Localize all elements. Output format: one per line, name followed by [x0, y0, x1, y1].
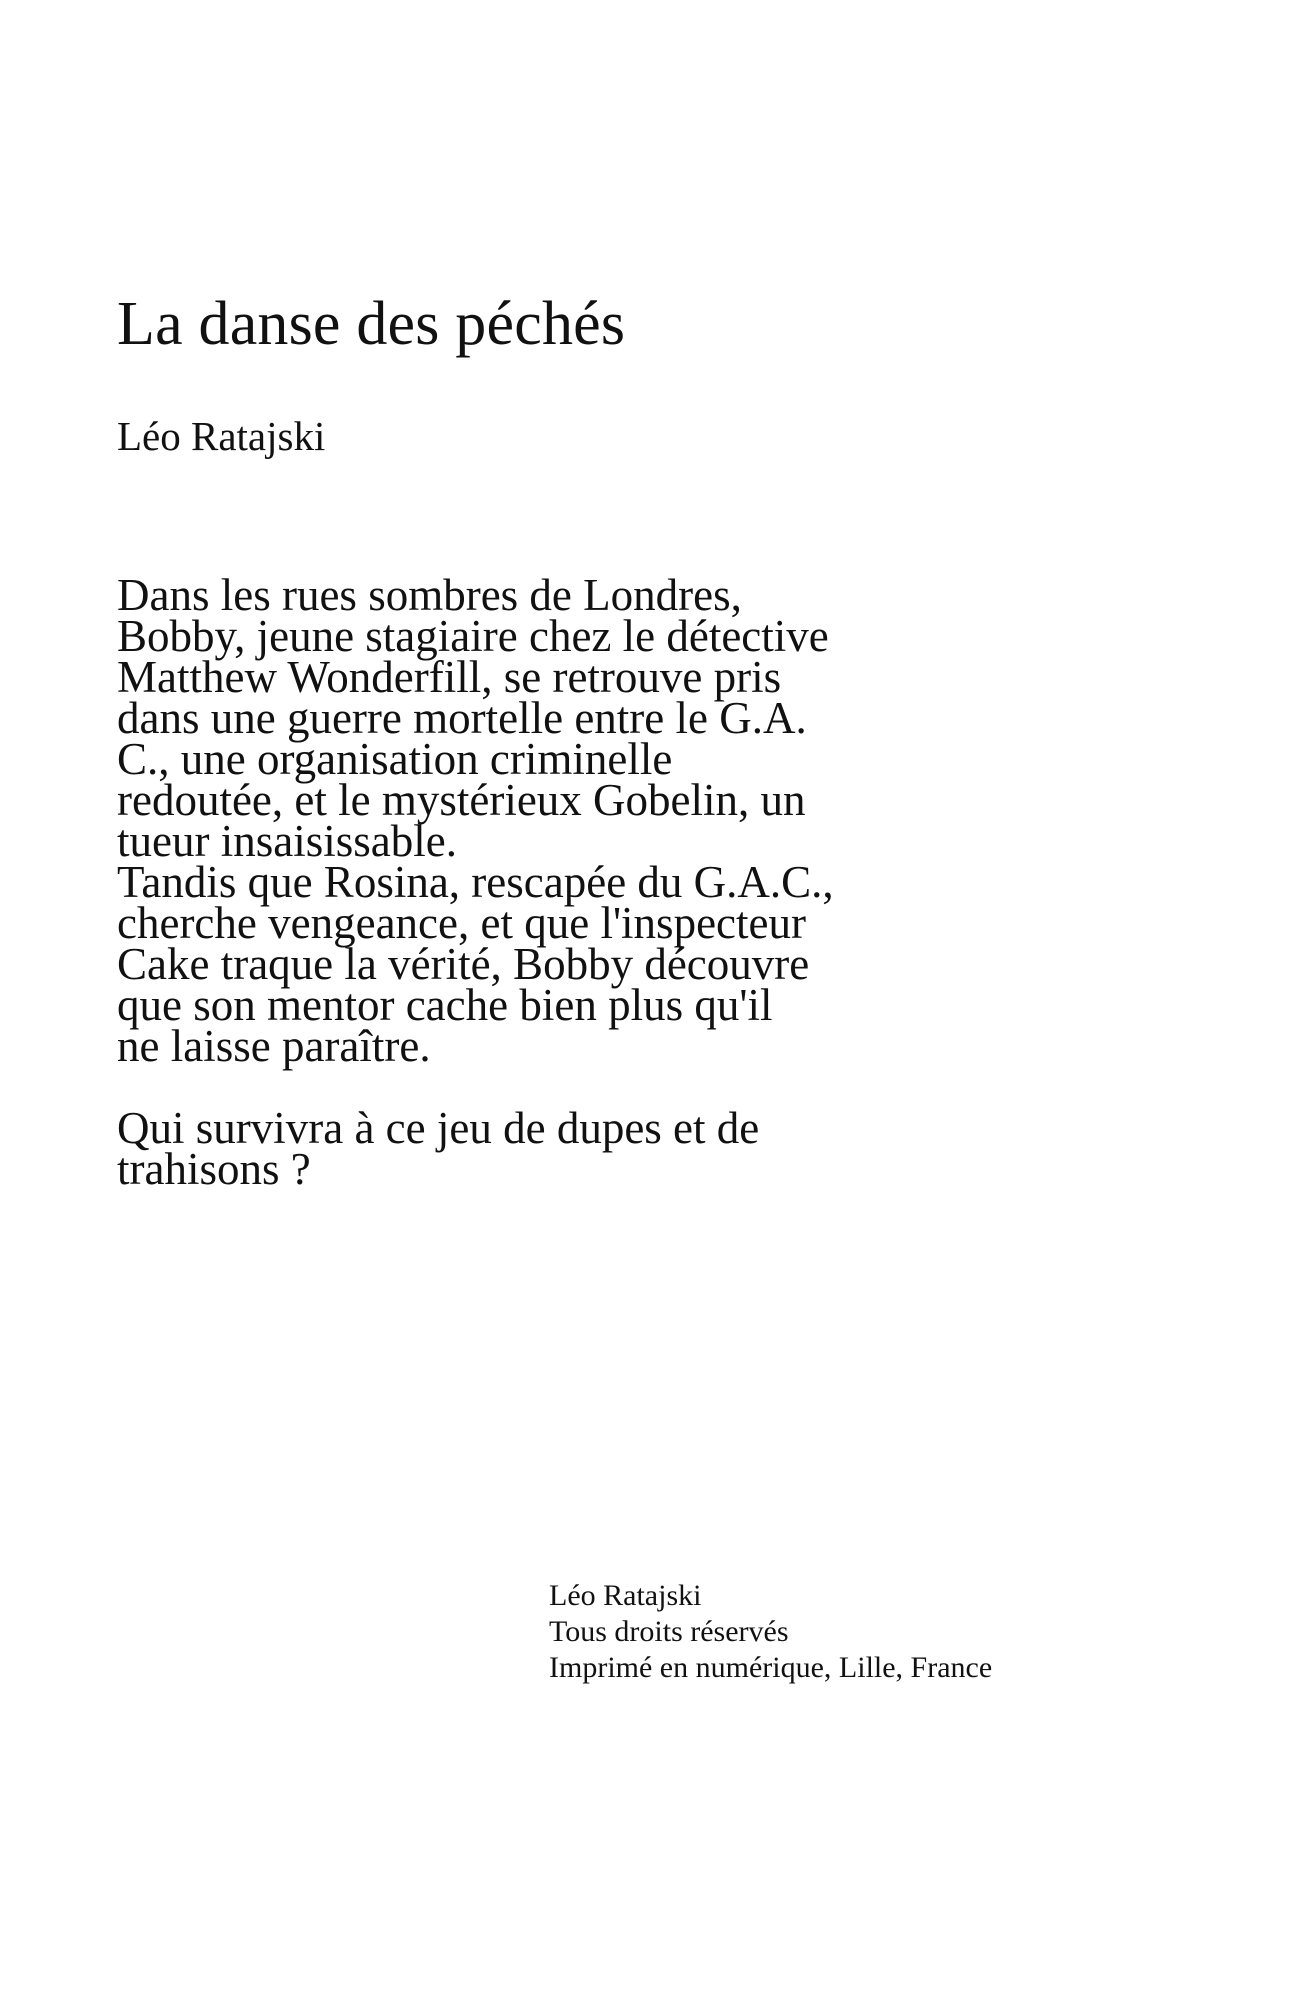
imprint-author: Léo Ratajski [549, 1579, 702, 1612]
book-author: Léo Ratajski [117, 413, 326, 459]
imprint-block [549, 1578, 992, 1686]
back-cover-blurb [117, 570, 957, 1194]
blurb-paragraph-2: Tandis que Rosina, rescapée du G.A.C., cherche vengeance, et que l'inspecteur Cake traque la vérité, Bobby découvre que son mentor cache bien plus qu'il ne laisse paraître. [117, 857, 834, 1071]
book-title: La danse des péchés [117, 290, 626, 358]
imprint-printed: Imprimé en numérique, Lille, France [549, 1651, 993, 1684]
blurb-paragraph-1: Dans les rues sombres de Londres, Bobby, jeune stagiaire chez le détective Matthew Wonderfill, se retrouve pris dans une guerre mortelle entre le G.A. C., une organisation criminelle redoutée, et le mystérieux Gobelin, un tueur insaisissable. [117, 570, 829, 866]
imprint-rights: Tous droits réservés [549, 1615, 789, 1648]
blurb-question: Qui survivra à ce jeu de dupes et de trahisons ? [117, 1103, 760, 1194]
